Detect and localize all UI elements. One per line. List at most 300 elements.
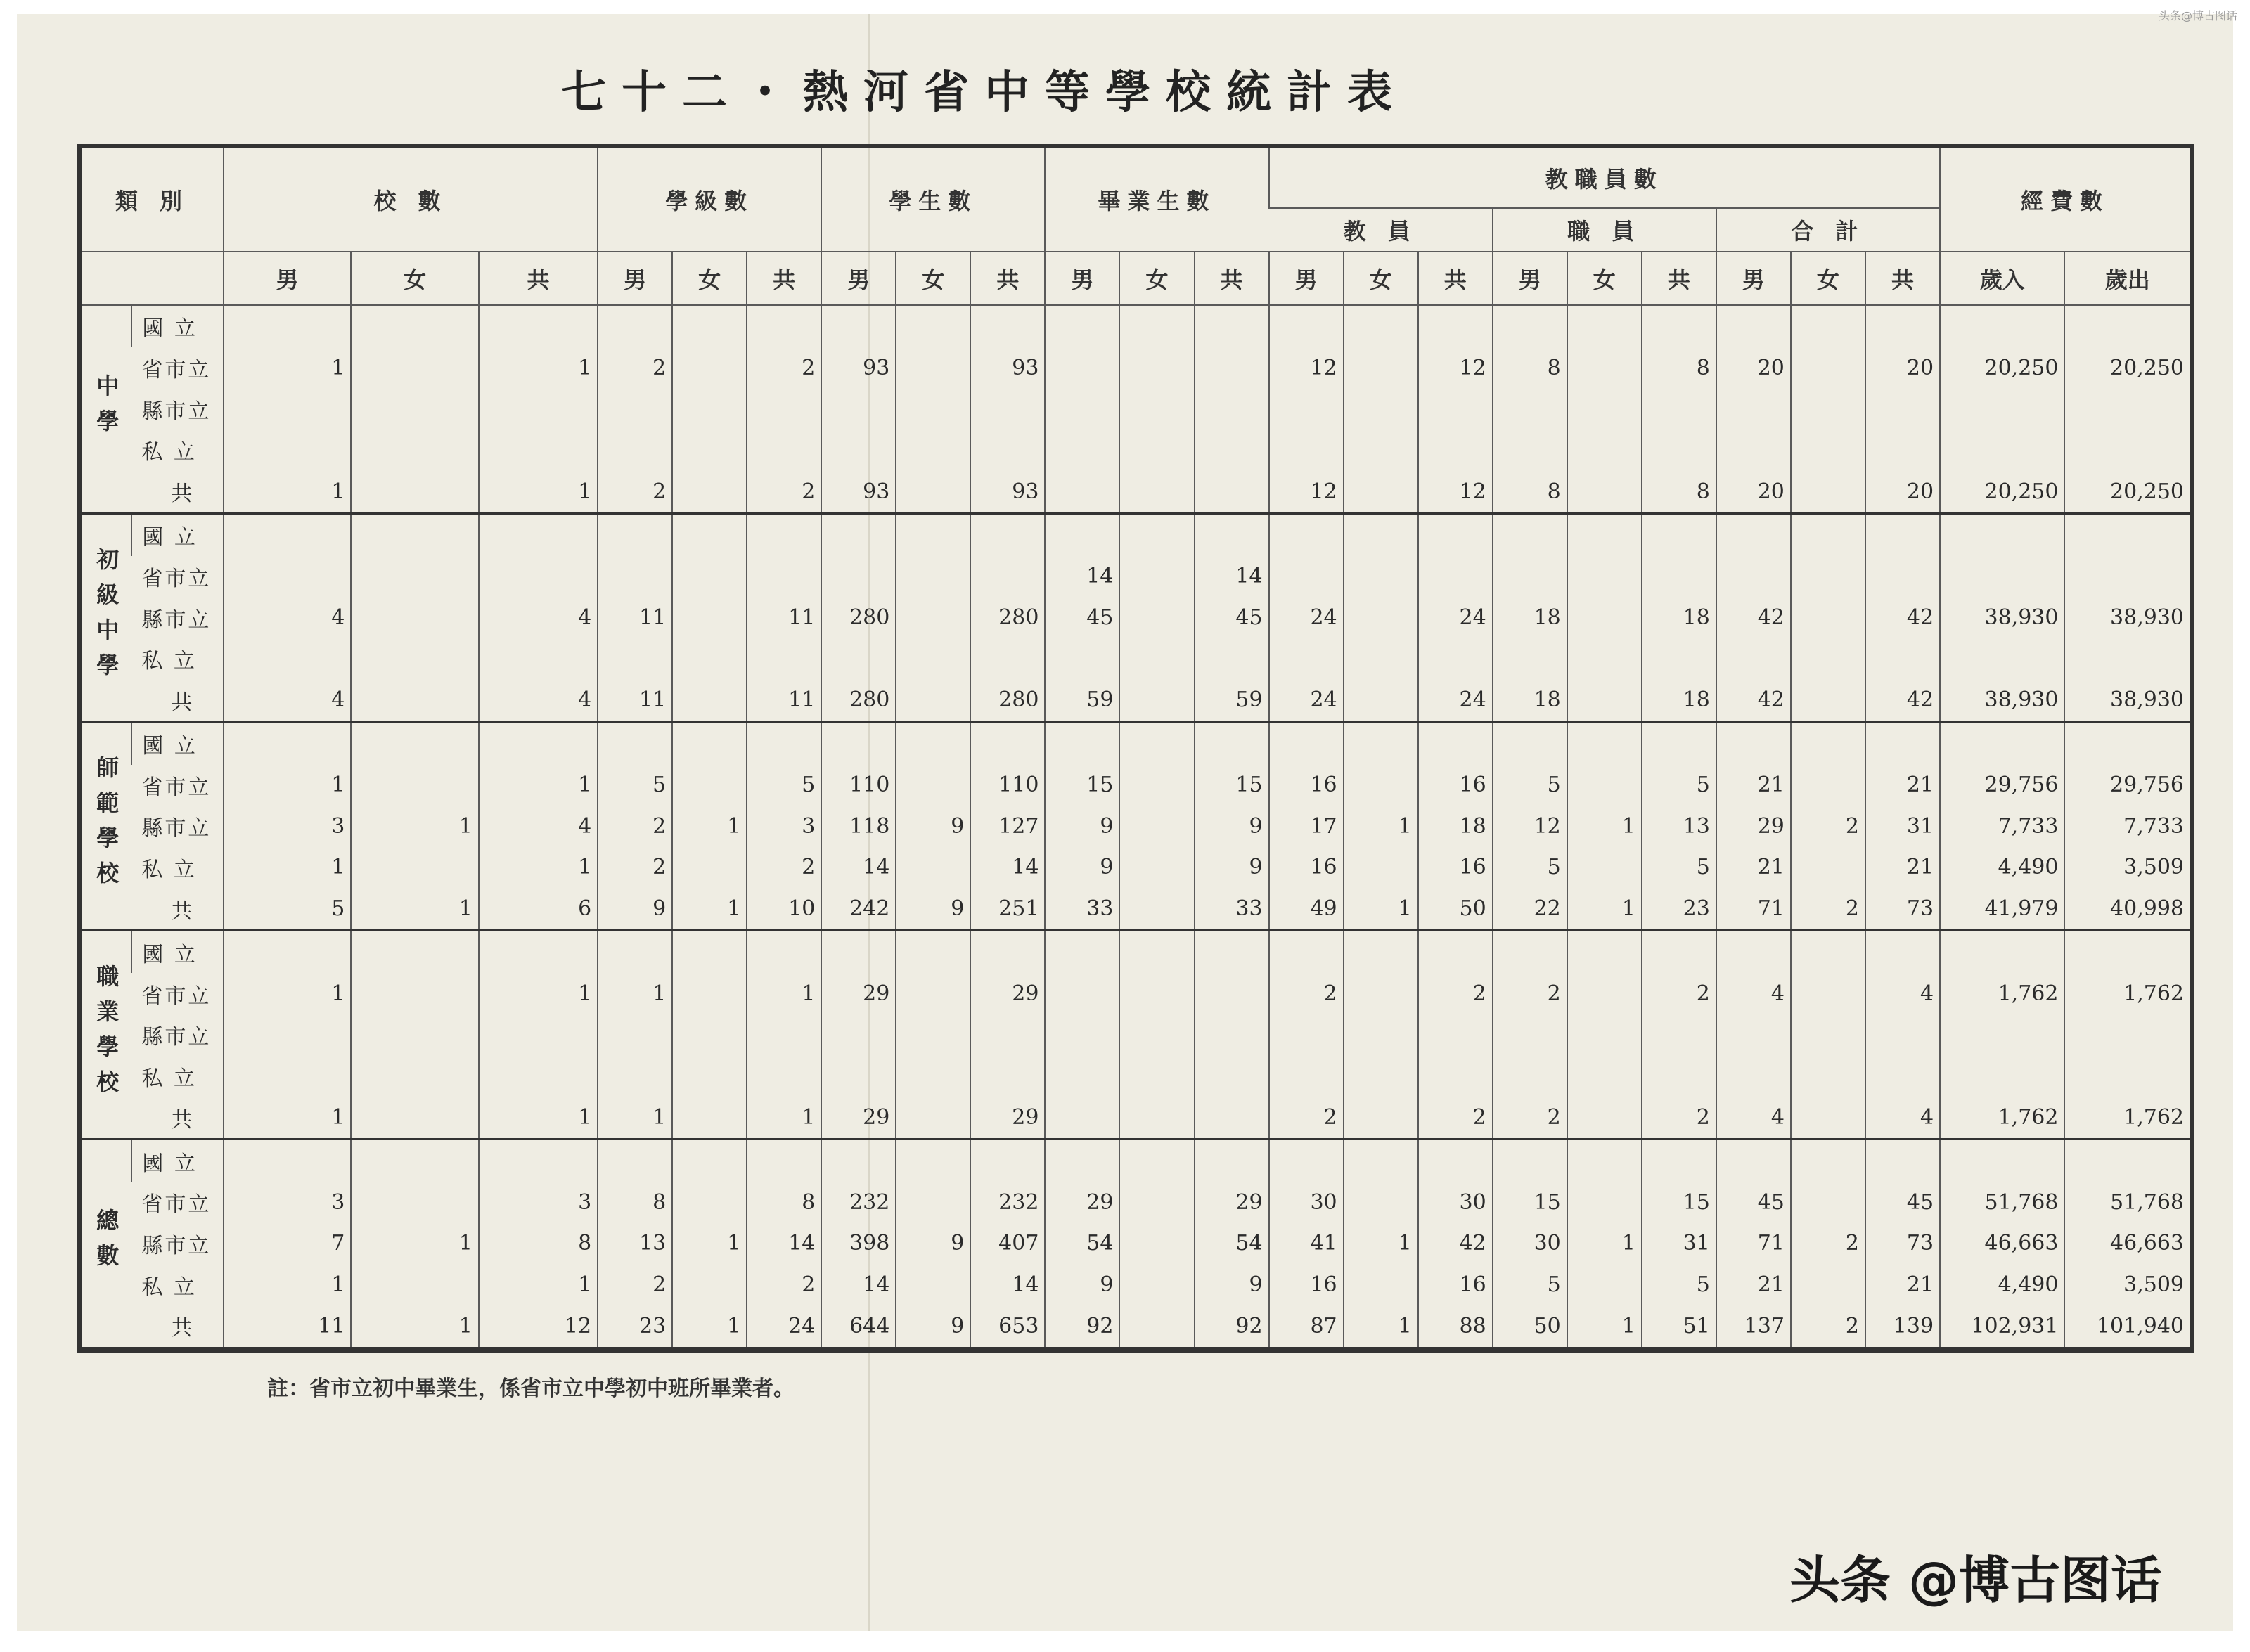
table-cell bbox=[1865, 388, 1940, 430]
table-cell-expense: 38,930 bbox=[2064, 679, 2190, 722]
table-cell: 49 bbox=[1269, 888, 1344, 931]
table-cell bbox=[1567, 597, 1642, 638]
table-cell: 13 bbox=[598, 1223, 672, 1265]
table-cell bbox=[672, 722, 747, 765]
table-cell: 1 bbox=[1344, 806, 1418, 847]
table-cell: 14 bbox=[821, 1264, 896, 1305]
table-cell: 3 bbox=[224, 806, 352, 847]
table-cell: 24 bbox=[1418, 597, 1493, 638]
table-cell bbox=[1045, 1140, 1119, 1182]
table-cell bbox=[672, 1014, 747, 1056]
table-row bbox=[82, 638, 2190, 680]
table-cell: 14 bbox=[821, 847, 896, 889]
table-cell: 2 bbox=[1642, 973, 1716, 1014]
table-cell bbox=[1344, 430, 1418, 471]
header-total: 共 bbox=[1865, 252, 1940, 305]
table-cell: 280 bbox=[970, 597, 1045, 638]
table-cell bbox=[747, 1055, 821, 1097]
table-cell bbox=[1119, 556, 1194, 598]
table-cell bbox=[351, 722, 479, 765]
table-cell bbox=[1344, 1140, 1418, 1182]
table-cell bbox=[747, 513, 821, 556]
table-cell bbox=[598, 388, 672, 430]
table-cell: 4 bbox=[1716, 973, 1791, 1014]
table-cell bbox=[1791, 597, 1865, 638]
table-cell: 21 bbox=[1865, 765, 1940, 806]
header-male: 男 bbox=[1045, 252, 1119, 305]
table-cell bbox=[672, 347, 747, 389]
table-cell bbox=[896, 388, 970, 430]
table-cell bbox=[351, 1097, 479, 1140]
table-cell bbox=[479, 1014, 598, 1056]
row-label: 私 立 bbox=[141, 1066, 197, 1091]
table-cell: 16 bbox=[1418, 847, 1493, 889]
table-cell bbox=[1642, 513, 1716, 556]
table-cell bbox=[1195, 388, 1269, 430]
table-cell bbox=[1119, 1264, 1194, 1305]
table-cell: 11 bbox=[598, 597, 672, 638]
table-cell bbox=[1940, 1055, 2064, 1097]
table-cell: 14 bbox=[747, 1223, 821, 1265]
table-row bbox=[82, 1014, 2190, 1056]
table-cell bbox=[1344, 722, 1418, 765]
table-cell bbox=[1119, 722, 1194, 765]
table-cell bbox=[1418, 1014, 1493, 1056]
table-cell bbox=[1493, 556, 1567, 598]
table-cell bbox=[1119, 597, 1194, 638]
table-cell bbox=[1119, 305, 1194, 347]
table-cell: 2 bbox=[598, 471, 672, 514]
header-total: 共 bbox=[970, 252, 1045, 305]
table-cell bbox=[1567, 931, 1642, 974]
table-cell bbox=[1119, 1014, 1194, 1056]
row-label: 縣市立 bbox=[141, 816, 212, 841]
table-cell: 1 bbox=[224, 471, 352, 514]
table-cell bbox=[1344, 679, 1418, 722]
table-cell: 407 bbox=[970, 1223, 1045, 1265]
table-cell bbox=[1119, 888, 1194, 931]
table-cell bbox=[479, 931, 598, 974]
table-row bbox=[82, 1055, 2190, 1097]
table-cell bbox=[1119, 973, 1194, 1014]
table-cell: 30 bbox=[1418, 1182, 1493, 1223]
header-students: 學生數 bbox=[821, 148, 1045, 252]
table-cell bbox=[598, 931, 672, 974]
table-cell bbox=[1344, 1097, 1418, 1140]
header-total: 共 bbox=[479, 252, 598, 305]
table-cell bbox=[1493, 931, 1567, 974]
table-cell bbox=[1567, 471, 1642, 514]
table-cell bbox=[1791, 556, 1865, 598]
table-cell bbox=[351, 765, 479, 806]
table-cell: 1 bbox=[479, 973, 598, 1014]
table-cell: 2 bbox=[747, 847, 821, 889]
table-cell bbox=[1716, 722, 1791, 765]
table-row bbox=[82, 556, 2190, 598]
table-cell: 16 bbox=[1269, 847, 1344, 889]
table-cell bbox=[821, 430, 896, 471]
table-row bbox=[82, 722, 2190, 765]
table-cell: 24 bbox=[1418, 679, 1493, 722]
table-cell bbox=[1791, 471, 1865, 514]
table-cell bbox=[970, 513, 1045, 556]
table-cell bbox=[1567, 347, 1642, 389]
table-cell bbox=[1195, 347, 1269, 389]
table-cell: 14 bbox=[1195, 556, 1269, 598]
table-cell-expense: 20,250 bbox=[2064, 471, 2190, 514]
table-cell bbox=[351, 931, 479, 974]
table-cell bbox=[821, 638, 896, 680]
table-cell bbox=[1344, 1055, 1418, 1097]
header-expense: 歲出 bbox=[2064, 252, 2190, 305]
table-cell: 5 bbox=[747, 765, 821, 806]
table-cell bbox=[1195, 638, 1269, 680]
table-cell: 20,250 bbox=[1940, 347, 2064, 389]
table-cell-expense: 20,250 bbox=[2064, 347, 2190, 389]
table-cell bbox=[1195, 471, 1269, 514]
table-cell: 9 bbox=[1195, 806, 1269, 847]
table-cell bbox=[351, 847, 479, 889]
table-cell bbox=[896, 1014, 970, 1056]
table-cell bbox=[598, 1014, 672, 1056]
table-cell: 1 bbox=[224, 1097, 352, 1140]
table-cell: 24 bbox=[1269, 597, 1344, 638]
table-cell bbox=[1119, 388, 1194, 430]
table-cell bbox=[224, 931, 352, 974]
table-cell bbox=[1119, 765, 1194, 806]
table-cell: 18 bbox=[1493, 679, 1567, 722]
table-row bbox=[82, 471, 2190, 514]
header-teachers: 教 員 bbox=[1269, 208, 1493, 252]
table-cell bbox=[896, 847, 970, 889]
table-cell bbox=[1642, 1140, 1716, 1182]
table-cell bbox=[1493, 388, 1567, 430]
category-label: 總數 bbox=[82, 1140, 131, 1348]
table-cell bbox=[1269, 1140, 1344, 1182]
table-cell: 50 bbox=[1418, 888, 1493, 931]
table-cell bbox=[479, 388, 598, 430]
header-income: 歲入 bbox=[1940, 252, 2064, 305]
table-cell bbox=[1418, 1140, 1493, 1182]
category-label: 中學 bbox=[82, 305, 131, 513]
table-cell bbox=[351, 973, 479, 1014]
table-cell bbox=[1344, 1014, 1418, 1056]
table-row bbox=[82, 430, 2190, 471]
table-cell: 14 bbox=[970, 847, 1045, 889]
table-cell: 4 bbox=[224, 679, 352, 722]
table-cell: 1,762 bbox=[1940, 1097, 2064, 1140]
table-cell bbox=[672, 1264, 747, 1305]
table-cell bbox=[970, 722, 1045, 765]
table-cell bbox=[1642, 388, 1716, 430]
table-cell: 41,979 bbox=[1940, 888, 2064, 931]
table-cell bbox=[1567, 305, 1642, 347]
row-label: 縣市立 bbox=[141, 607, 212, 633]
table-cell bbox=[672, 638, 747, 680]
table-cell: 4 bbox=[479, 597, 598, 638]
table-cell bbox=[1865, 1014, 1940, 1056]
table-cell bbox=[1716, 1055, 1791, 1097]
table-cell bbox=[1567, 1264, 1642, 1305]
table-row bbox=[82, 513, 2190, 556]
table-cell: 1 bbox=[747, 1097, 821, 1140]
table-cell: 8 bbox=[1642, 347, 1716, 389]
header-clerks: 職 員 bbox=[1493, 208, 1716, 252]
table-cell bbox=[896, 513, 970, 556]
table-cell bbox=[224, 1055, 352, 1097]
table-cell bbox=[747, 556, 821, 598]
table-cell bbox=[351, 638, 479, 680]
table-cell bbox=[1045, 931, 1119, 974]
table-cell: 38,930 bbox=[1940, 597, 2064, 638]
table-cell bbox=[1119, 1305, 1194, 1348]
table-cell bbox=[672, 765, 747, 806]
table-cell bbox=[1642, 430, 1716, 471]
table-cell: 1 bbox=[747, 973, 821, 1014]
table-cell bbox=[672, 1140, 747, 1182]
table-cell: 29 bbox=[1045, 1182, 1119, 1223]
table-cell bbox=[1418, 388, 1493, 430]
table-cell bbox=[1791, 765, 1865, 806]
table-cell: 9 bbox=[896, 806, 970, 847]
table-cell: 1 bbox=[224, 347, 352, 389]
table-cell bbox=[479, 305, 598, 347]
table-cell: 87 bbox=[1269, 1305, 1344, 1348]
table-cell bbox=[1344, 1264, 1418, 1305]
table-cell bbox=[672, 1097, 747, 1140]
header-male: 男 bbox=[1269, 252, 1344, 305]
corner-watermark: 头条@博古图话 bbox=[2159, 9, 2238, 22]
table-cell bbox=[1119, 1140, 1194, 1182]
table-cell: 1 bbox=[672, 806, 747, 847]
table-cell bbox=[1493, 513, 1567, 556]
row-label: 國 立 bbox=[131, 722, 224, 765]
table-cell bbox=[970, 1140, 1045, 1182]
table-cell bbox=[1418, 722, 1493, 765]
table-cell bbox=[224, 388, 352, 430]
table-cell bbox=[351, 1055, 479, 1097]
table-cell bbox=[479, 638, 598, 680]
footnote: 註：省市立初中畢業生，係省市立中學初中班所畢業者。 bbox=[267, 1376, 795, 1401]
table-cell: 14 bbox=[970, 1264, 1045, 1305]
table-cell bbox=[1865, 430, 1940, 471]
table-cell: 42 bbox=[1716, 679, 1791, 722]
table-cell: 12 bbox=[1269, 347, 1344, 389]
table-cell: 1 bbox=[1567, 806, 1642, 847]
header-female: 女 bbox=[896, 252, 970, 305]
table-cell: 1 bbox=[1567, 888, 1642, 931]
table-cell: 1 bbox=[479, 1264, 598, 1305]
table-cell bbox=[1567, 638, 1642, 680]
table-cell bbox=[1567, 1014, 1642, 1056]
table-cell bbox=[1045, 638, 1119, 680]
table-cell bbox=[1567, 388, 1642, 430]
table-cell bbox=[1418, 305, 1493, 347]
table-cell bbox=[1716, 388, 1791, 430]
table-cell bbox=[970, 305, 1045, 347]
table-cell: 16 bbox=[1269, 1264, 1344, 1305]
table-cell: 15 bbox=[1195, 765, 1269, 806]
table-cell: 4 bbox=[1865, 1097, 1940, 1140]
table-cell bbox=[1940, 388, 2064, 430]
table-cell bbox=[896, 347, 970, 389]
table-cell bbox=[1344, 765, 1418, 806]
table-row bbox=[82, 347, 2190, 389]
table-cell: 2 bbox=[1642, 1097, 1716, 1140]
table-cell: 45 bbox=[1865, 1182, 1940, 1223]
table-cell bbox=[1940, 430, 2064, 471]
table-cell bbox=[1195, 305, 1269, 347]
table-cell: 21 bbox=[1716, 765, 1791, 806]
table-cell: 2 bbox=[747, 1264, 821, 1305]
row-label: 縣市立 bbox=[141, 1233, 212, 1258]
table-cell: 1 bbox=[672, 1223, 747, 1265]
table-cell bbox=[821, 722, 896, 765]
table-cell bbox=[1195, 722, 1269, 765]
table-cell bbox=[1493, 1014, 1567, 1056]
table-cell bbox=[351, 597, 479, 638]
table-cell: 46,663 bbox=[1940, 1223, 2064, 1265]
table-cell: 8 bbox=[479, 1223, 598, 1265]
table-cell bbox=[224, 1140, 352, 1182]
table-cell: 3 bbox=[224, 1182, 352, 1223]
table-cell: 93 bbox=[821, 471, 896, 514]
table-cell bbox=[1940, 556, 2064, 598]
table-cell: 71 bbox=[1716, 1223, 1791, 1265]
table-cell bbox=[224, 556, 352, 598]
category-label: 初級中學 bbox=[82, 513, 131, 722]
table-cell: 11 bbox=[224, 1305, 352, 1348]
table-cell: 1 bbox=[351, 1305, 479, 1348]
table-cell bbox=[1195, 1014, 1269, 1056]
table-row bbox=[82, 765, 2190, 806]
table-cell: 118 bbox=[821, 806, 896, 847]
table-cell-expense bbox=[2064, 513, 2190, 556]
table-cell bbox=[598, 430, 672, 471]
table-cell: 2 bbox=[747, 347, 821, 389]
table-cell: 2 bbox=[747, 471, 821, 514]
table-cell bbox=[1418, 556, 1493, 598]
table-cell: 9 bbox=[896, 1305, 970, 1348]
table-cell: 5 bbox=[1642, 1264, 1716, 1305]
row-label: 國 立 bbox=[131, 931, 224, 974]
page-title: 七十二・熱河省中等學校統計表 bbox=[561, 66, 1408, 119]
header-total: 共 bbox=[1642, 252, 1716, 305]
table-cell bbox=[1045, 1055, 1119, 1097]
header-female: 女 bbox=[1567, 252, 1642, 305]
table-cell bbox=[598, 1055, 672, 1097]
table-cell-expense: 51,768 bbox=[2064, 1182, 2190, 1223]
table-cell-expense: 7,733 bbox=[2064, 806, 2190, 847]
table-cell bbox=[970, 1055, 1045, 1097]
table-cell bbox=[1567, 765, 1642, 806]
table-cell bbox=[1642, 722, 1716, 765]
table-cell bbox=[479, 722, 598, 765]
header-total: 共 bbox=[747, 252, 821, 305]
table-cell bbox=[1344, 931, 1418, 974]
table-cell bbox=[747, 388, 821, 430]
table-cell bbox=[479, 513, 598, 556]
table-cell bbox=[1195, 1055, 1269, 1097]
table-cell: 110 bbox=[970, 765, 1045, 806]
row-label: 私 立 bbox=[141, 857, 197, 882]
table-cell: 2 bbox=[1418, 1097, 1493, 1140]
table-cell bbox=[747, 931, 821, 974]
table-cell bbox=[1791, 679, 1865, 722]
table-cell bbox=[224, 722, 352, 765]
table-cell: 3 bbox=[747, 806, 821, 847]
table-cell bbox=[747, 1014, 821, 1056]
table-cell bbox=[1418, 931, 1493, 974]
header-female: 女 bbox=[1344, 252, 1418, 305]
table-cell: 4 bbox=[479, 679, 598, 722]
table-cell: 1 bbox=[598, 973, 672, 1014]
header-male: 男 bbox=[224, 252, 352, 305]
header-male: 男 bbox=[1716, 252, 1791, 305]
table-cell: 18 bbox=[1493, 597, 1567, 638]
table-cell bbox=[351, 556, 479, 598]
table-cell bbox=[1269, 1055, 1344, 1097]
table-cell bbox=[1791, 1097, 1865, 1140]
table-cell bbox=[1119, 1182, 1194, 1223]
table-cell: 11 bbox=[598, 679, 672, 722]
table-cell bbox=[1940, 722, 2064, 765]
table-cell bbox=[1791, 973, 1865, 1014]
table-cell bbox=[1791, 430, 1865, 471]
table-cell bbox=[1344, 556, 1418, 598]
table-cell bbox=[1567, 847, 1642, 889]
table-cell bbox=[1716, 556, 1791, 598]
row-label: 國 立 bbox=[131, 513, 224, 556]
table-cell bbox=[224, 305, 352, 347]
table-cell: 93 bbox=[970, 347, 1045, 389]
table-cell bbox=[1642, 1014, 1716, 1056]
table-cell: 280 bbox=[821, 679, 896, 722]
table-cell bbox=[1269, 931, 1344, 974]
header-female: 女 bbox=[1791, 252, 1865, 305]
table-row bbox=[82, 1223, 2190, 1265]
table-cell: 8 bbox=[747, 1182, 821, 1223]
table-cell bbox=[1418, 638, 1493, 680]
table-cell: 15 bbox=[1493, 1182, 1567, 1223]
table-cell: 280 bbox=[970, 679, 1045, 722]
table-cell: 2 bbox=[1493, 1097, 1567, 1140]
table-cell: 127 bbox=[970, 806, 1045, 847]
table-cell bbox=[1865, 722, 1940, 765]
table-cell bbox=[1567, 1182, 1642, 1223]
table-cell bbox=[896, 1182, 970, 1223]
table-cell bbox=[1119, 1097, 1194, 1140]
table-cell: 5 bbox=[1493, 847, 1567, 889]
table-cell bbox=[672, 847, 747, 889]
table-cell bbox=[1567, 430, 1642, 471]
table-cell: 9 bbox=[1045, 806, 1119, 847]
table-cell bbox=[821, 388, 896, 430]
table-cell bbox=[351, 1140, 479, 1182]
table-cell: 15 bbox=[1642, 1182, 1716, 1223]
table-cell: 45 bbox=[1195, 597, 1269, 638]
row-label: 省市立 bbox=[141, 983, 212, 1009]
table-cell bbox=[598, 513, 672, 556]
table-cell: 15 bbox=[1045, 765, 1119, 806]
row-label: 共 bbox=[131, 679, 224, 722]
table-cell bbox=[1344, 471, 1418, 514]
table-cell bbox=[1940, 931, 2064, 974]
table-cell bbox=[821, 1014, 896, 1056]
table-cell: 2 bbox=[1791, 806, 1865, 847]
table-cell bbox=[672, 388, 747, 430]
table-cell: 5 bbox=[224, 888, 352, 931]
